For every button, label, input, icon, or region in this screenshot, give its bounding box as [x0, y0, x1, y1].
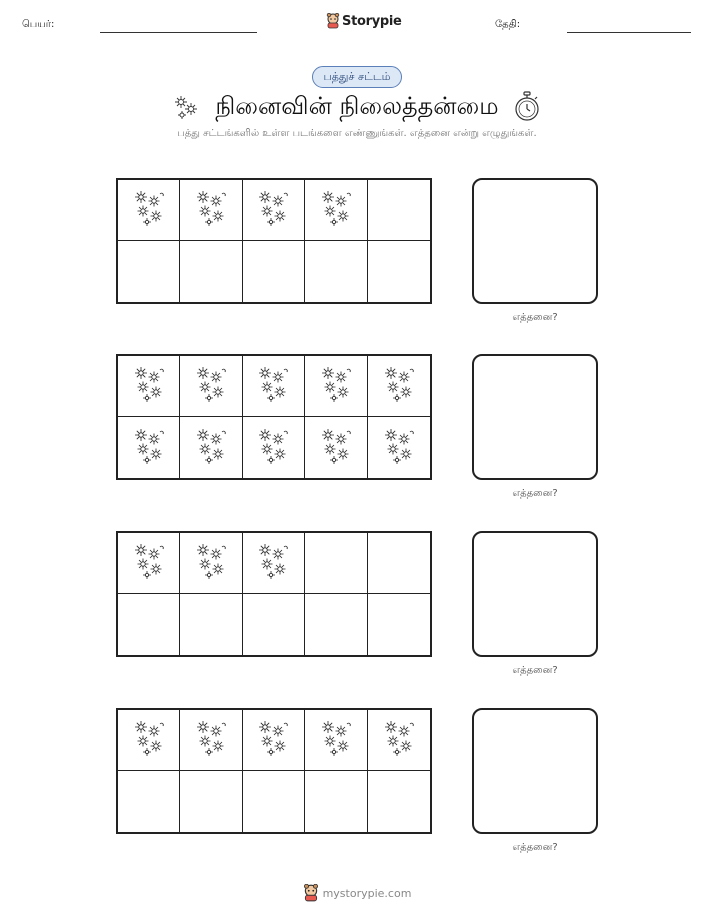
ten-frame	[116, 354, 432, 480]
cherry-blossom-cluster-icon	[254, 718, 292, 762]
frame-cell	[180, 594, 242, 655]
frame-cell	[368, 241, 430, 302]
cherry-blossom-cluster-icon	[317, 364, 355, 408]
frame-cell	[305, 417, 367, 478]
stopwatch-icon	[513, 91, 541, 123]
frame-cell	[305, 594, 367, 655]
frame-cell	[180, 241, 242, 302]
frame-cell	[305, 710, 367, 771]
cherry-blossom-cluster-icon	[254, 188, 292, 232]
answer-box[interactable]	[472, 354, 598, 480]
frame-cell	[243, 533, 305, 594]
how-many-label: எத்தனை?	[512, 842, 558, 853]
footer	[0, 884, 714, 902]
answer-box[interactable]	[472, 708, 598, 834]
cherry-blossom-cluster-icon	[192, 718, 230, 762]
instructions: பத்து சட்டங்களில் உள்ள படங்களை எண்ணுங்கள். எத்தனை என்று எழுதுங்கள்.	[177, 128, 537, 139]
ten-frame	[116, 178, 432, 304]
frame-cell	[118, 180, 180, 241]
storypie-mascot-icon	[326, 13, 340, 29]
cherry-blossom-cluster-icon	[192, 188, 230, 232]
frame-cell	[118, 710, 180, 771]
how-many-label: எத்தனை?	[512, 665, 558, 676]
date-label: தேதி:	[495, 19, 521, 30]
frame-cell	[180, 356, 242, 417]
frame-cell	[118, 417, 180, 478]
cherry-blossom-cluster-icon	[130, 426, 168, 470]
frame-cell	[368, 417, 430, 478]
cherry-blossom-cluster-icon	[254, 426, 292, 470]
cherry-blossom-cluster-icon	[254, 364, 292, 408]
frame-cell	[368, 180, 430, 241]
frame-cell	[305, 533, 367, 594]
frame-cell	[305, 771, 367, 832]
cherry-blossom-cluster-icon	[192, 426, 230, 470]
cherry-blossom-cluster-icon	[192, 364, 230, 408]
footer-url[interactable]: mystorypie.com	[322, 886, 412, 900]
frame-cell	[368, 356, 430, 417]
frame-cell	[118, 594, 180, 655]
frame-cell	[243, 180, 305, 241]
cherry-blossom-cluster-icon	[317, 188, 355, 232]
answer-box[interactable]	[472, 178, 598, 304]
frame-cell	[305, 180, 367, 241]
frame-cell	[180, 710, 242, 771]
date-line[interactable]	[567, 32, 691, 33]
storypie-mascot-icon	[303, 884, 319, 902]
cherry-blossom-cluster-icon	[380, 718, 418, 762]
cherry-blossom-cluster-icon	[254, 541, 292, 585]
frame-cell	[180, 180, 242, 241]
brand-logo	[326, 13, 402, 29]
brand-name: Storypie	[342, 13, 402, 29]
frame-cell	[305, 241, 367, 302]
cherry-blossom-cluster-icon	[317, 426, 355, 470]
page-title: நினைவின் நிலைத்தன்மை	[215, 92, 499, 120]
frame-cell	[368, 771, 430, 832]
frame-cell	[118, 356, 180, 417]
cherry-blossom-cluster-icon	[130, 541, 168, 585]
frame-cell	[118, 771, 180, 832]
frame-cell	[368, 533, 430, 594]
frame-cell	[305, 356, 367, 417]
cherry-blossom-cluster-icon	[192, 541, 230, 585]
frame-cell	[243, 241, 305, 302]
frame-cell	[368, 594, 430, 655]
name-line[interactable]	[100, 32, 257, 33]
ten-frame	[116, 531, 432, 657]
cherry-blossom-cluster-icon	[317, 718, 355, 762]
how-many-label: எத்தனை?	[512, 312, 558, 323]
frame-cell	[243, 417, 305, 478]
worksheet-tag: பத்துச் சட்டம்	[312, 66, 402, 88]
frame-cell	[243, 356, 305, 417]
frame-cell	[118, 533, 180, 594]
frame-cell	[243, 594, 305, 655]
frame-cell	[243, 771, 305, 832]
frame-cell	[118, 241, 180, 302]
ten-frame	[116, 708, 432, 834]
frame-cell	[180, 771, 242, 832]
answer-box[interactable]	[472, 531, 598, 657]
cherry-blossom-cluster-icon	[130, 718, 168, 762]
frame-cell	[180, 417, 242, 478]
frame-cell	[243, 710, 305, 771]
cherry-blossom-cluster-icon	[380, 364, 418, 408]
cherry-blossom-cluster-icon	[130, 364, 168, 408]
frame-cell	[368, 710, 430, 771]
how-many-label: எத்தனை?	[512, 488, 558, 499]
cherry-blossom-cluster-icon	[380, 426, 418, 470]
name-label: பெயர்:	[22, 19, 55, 30]
frame-cell	[180, 533, 242, 594]
cherry-blossom-cluster-icon	[130, 188, 168, 232]
